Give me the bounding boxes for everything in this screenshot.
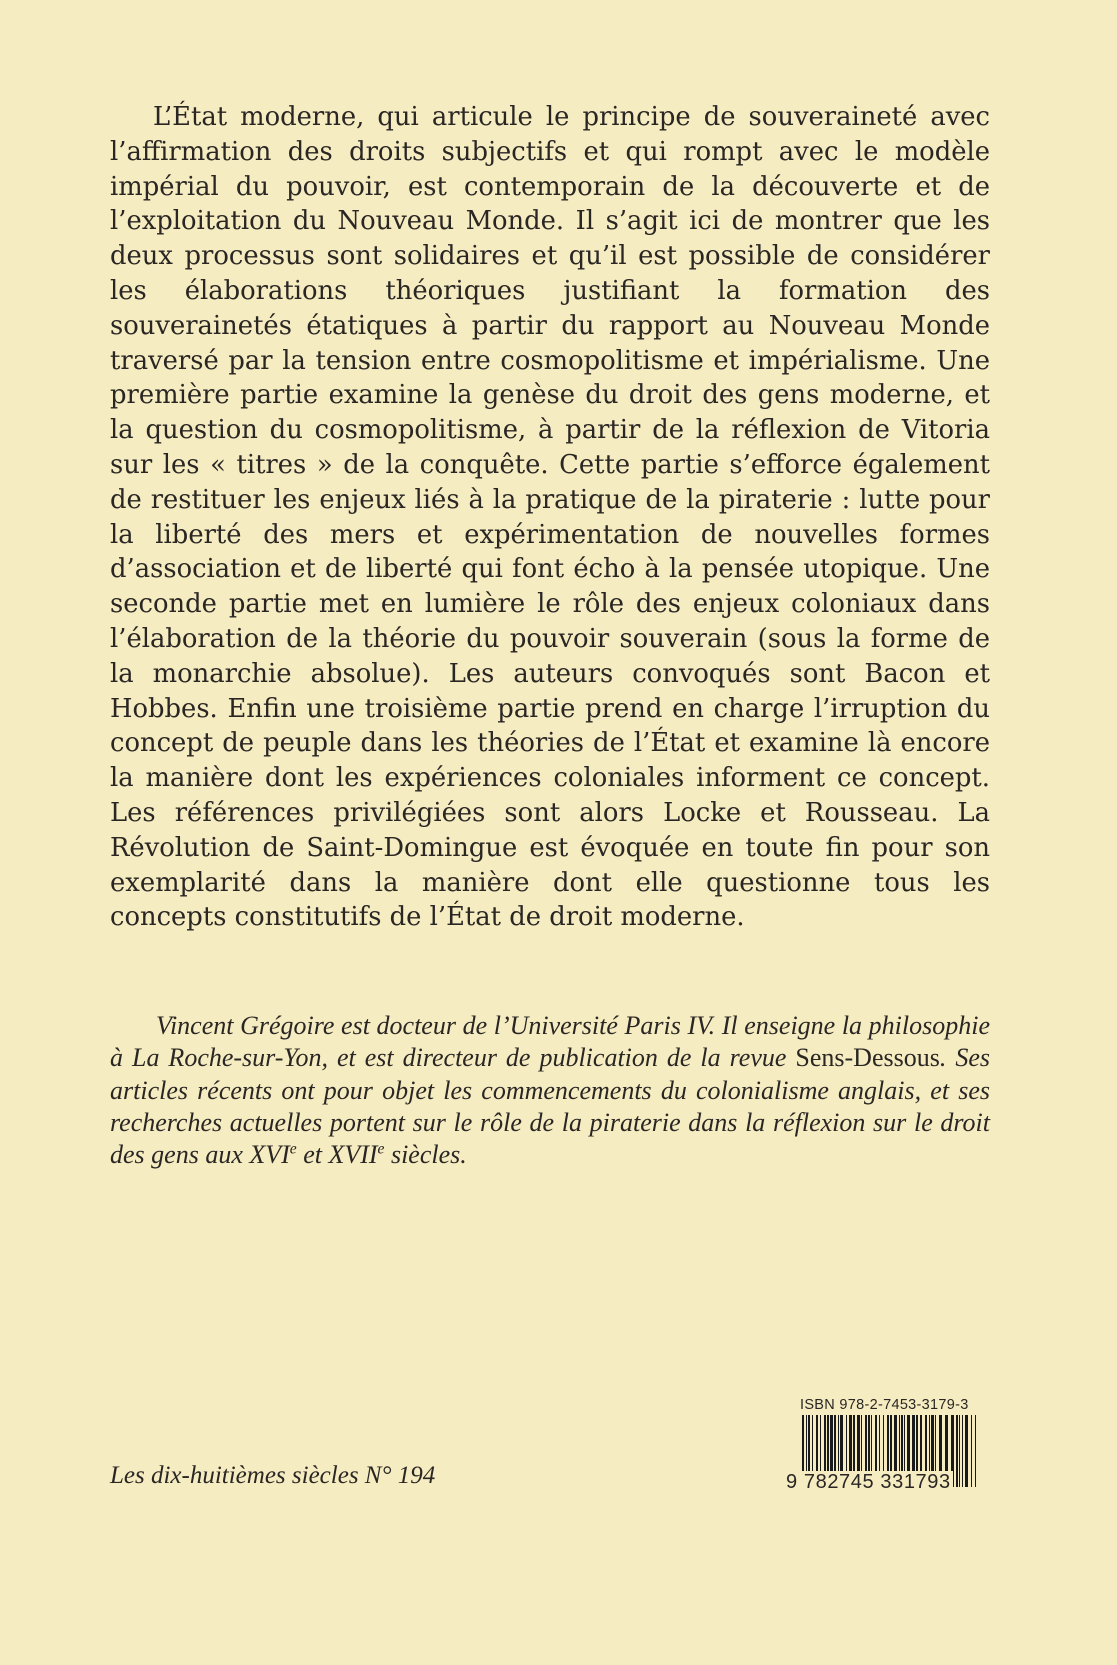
- author-bio-text-1: Vincent Grégoire est docteur de l’Université Paris IV. Il enseigne la philosophie à La Roche-sur-Yon, et est directeur de publication de la revue: [110, 1011, 990, 1073]
- barcode-bar: [971, 1415, 972, 1487]
- isbn-label: ISBN 978-2-7453-3179-3: [800, 1397, 969, 1413]
- barcode-bar: [962, 1415, 963, 1487]
- barcode-bar: [975, 1415, 976, 1487]
- author-bio-text-3: et XVII: [296, 1140, 378, 1170]
- century-suffix-2: e: [377, 1140, 385, 1158]
- author-bio-text-4: siècles.: [384, 1140, 467, 1170]
- isbn-barcode-block: [786, 1395, 982, 1493]
- author-bio-text-2: . Ses articles récents ont pour objet les commencements du colonialisme anglais, et ses recherches actuelles portent sur le rôle de la piraterie dans la réflexion sur le droit des gens aux XVI: [110, 1043, 990, 1170]
- series-title: Les dix-huitièmes siècles N° 194: [110, 1462, 436, 1489]
- barcode-bar: [965, 1415, 968, 1487]
- journal-title: Sens-Dessous: [795, 1043, 940, 1073]
- back-cover-summary: L’État moderne, qui articule le principe de souveraineté avec l’affirmation des droits subjectifs et qui rompt avec le modèle impérial du pouvoir, est contemporain de la découverte et de l’exploitation du Nouveau Monde. Il s’agit ici de montrer que les deux processus sont solidaires et qu’il est possible de considérer les élaborations théoriques justifiant la formation des souverainetés étatiques à partir du rapport au Nouveau Monde traversé par la tension entre cosmopolitisme et impérialisme. Une première partie examine la genèse du droit des gens moderne, et la question du cosmopolitisme, à partir de la réflexion de Vitoria sur les « titres » de la conquête. Cette partie s’efforce également de restituer les enjeux liés à la pratique de la piraterie : lutte pour la liberté des mers et expérimentation de nouvelles formes d’association et de liberté qui font écho à la pensée utopique. Une seconde partie met en lumière le rôle des enjeux coloniaux dans l’élaboration de la théorie du pouvoir souverain (sous la forme de la monarchie absolue). Les auteurs convoqués sont Bacon et Hobbes. Enfin une troisième partie prend en charge l’irruption du concept de peuple dans les théories de l’État et examine là encore la manière dont les expériences coloniales informent ce concept. Les références privilégiées sont alors Locke et Rousseau. La Révolution de Saint-Domingue est évoquée en toute fin pour son exemplarité dans la manière dont elle questionne tous les concepts constitutifs de l’État de droit moderne.: [110, 102, 990, 933]
- barcode-bar: [956, 1415, 958, 1487]
- barcode-bar: [959, 1415, 960, 1487]
- author-bio: [110, 1010, 990, 1171]
- ean-digits: 9 782745 331793: [786, 1471, 951, 1493]
- century-suffix-1: e: [289, 1140, 297, 1158]
